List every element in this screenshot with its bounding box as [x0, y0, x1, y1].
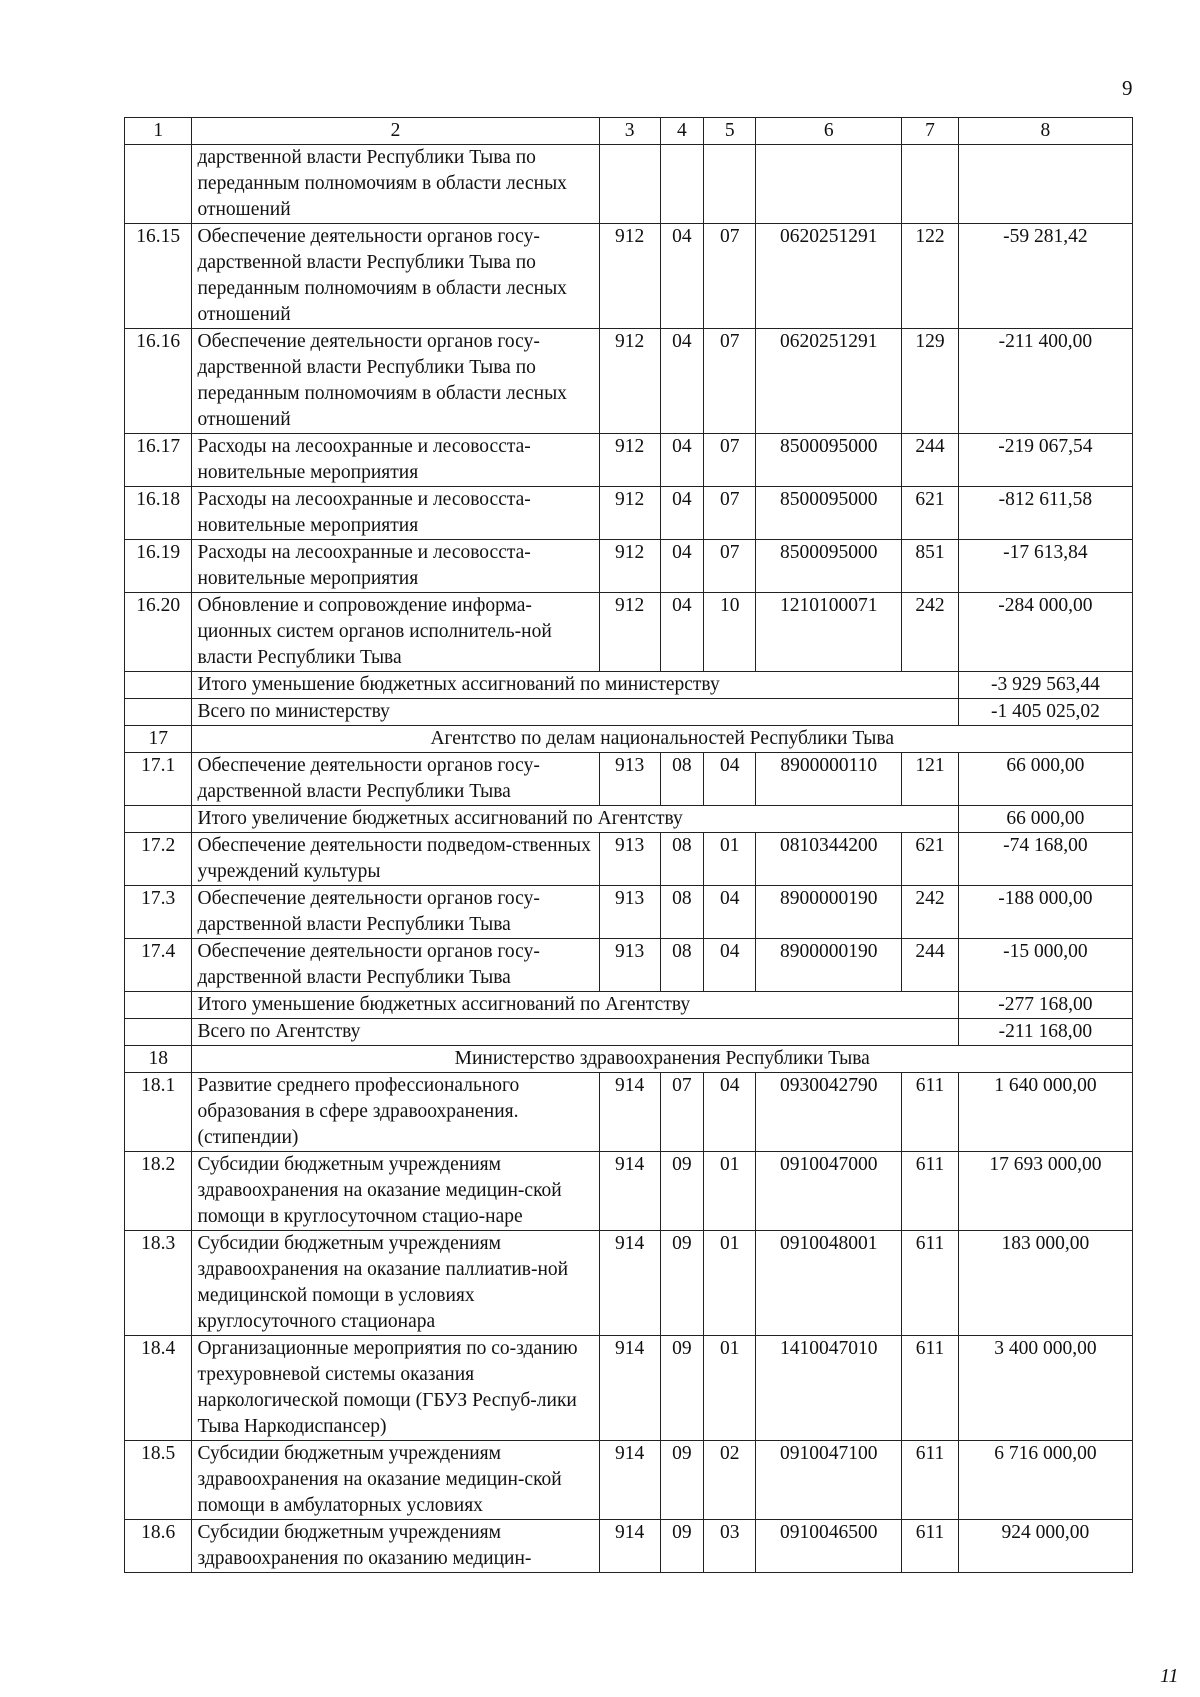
cell-col-6: 0910047100: [756, 1441, 902, 1520]
row-number: 16.16: [125, 329, 192, 434]
cell-col-6: 0910047000: [756, 1152, 902, 1231]
cell-col-5: 03: [704, 1520, 756, 1573]
row-description: Обеспечение деятельности подведом-ственных учреждений культуры: [192, 833, 599, 886]
row-description: Субсидии бюджетным учреждениям здравоохранения на оказание медицин-ской помощи в амбулаторных условиях: [192, 1441, 599, 1520]
section-title: Министерство здравоохранения Республики Тыва: [192, 1046, 1133, 1073]
row-number: 16.15: [125, 224, 192, 329]
table-row: [125, 487, 1133, 540]
column-header: 7: [902, 118, 959, 145]
total-row: [125, 1019, 1133, 1046]
cell-col-5: [704, 145, 756, 224]
column-header: 3: [599, 118, 660, 145]
cell-col-6: 0930042790: [756, 1073, 902, 1152]
cell-col-7: 244: [902, 434, 959, 487]
row-description: Организационные мероприятия по со-зданию трехуровневой системы оказания наркологической помощи (ГБУЗ Респуб-лики Тыва Наркодиспансер): [192, 1336, 599, 1441]
row-number: [125, 1019, 192, 1046]
table-row: [125, 1441, 1133, 1520]
row-amount: -284 000,00: [958, 593, 1132, 672]
cell-col-7: 611: [902, 1520, 959, 1573]
corner-mark: 11: [1160, 1665, 1179, 1687]
table-row: [125, 939, 1133, 992]
cell-col-7: 242: [902, 593, 959, 672]
column-header: 8: [958, 118, 1132, 145]
cell-col-4: 04: [660, 224, 704, 329]
row-number: [125, 992, 192, 1019]
cell-col-4: 09: [660, 1520, 704, 1573]
row-description: Расходы на лесоохранные и лесовосста-новительные мероприятия: [192, 487, 599, 540]
row-amount: 17 693 000,00: [958, 1152, 1132, 1231]
table-body: [125, 145, 1133, 1573]
cell-col-6: 0910048001: [756, 1231, 902, 1336]
cell-col-4: 08: [660, 886, 704, 939]
table-row: [125, 886, 1133, 939]
cell-col-3: 912: [599, 434, 660, 487]
section-header-row: [125, 1046, 1133, 1073]
cell-col-4: 04: [660, 593, 704, 672]
total-row: [125, 699, 1133, 726]
cell-col-7: 129: [902, 329, 959, 434]
total-amount: -211 168,00: [958, 1019, 1132, 1046]
table-row: [125, 1231, 1133, 1336]
cell-col-4: 04: [660, 487, 704, 540]
cell-col-3: 912: [599, 329, 660, 434]
cell-col-4: 04: [660, 434, 704, 487]
row-amount: -188 000,00: [958, 886, 1132, 939]
row-amount: 6 716 000,00: [958, 1441, 1132, 1520]
cell-col-7: [902, 145, 959, 224]
row-number: 17.2: [125, 833, 192, 886]
cell-col-5: 01: [704, 1336, 756, 1441]
cell-col-3: 914: [599, 1073, 660, 1152]
cell-col-4: 08: [660, 753, 704, 806]
row-number: 16.20: [125, 593, 192, 672]
total-label: Итого увеличение бюджетных ассигнований по Агентству: [192, 806, 958, 833]
cell-col-6: 8900000190: [756, 886, 902, 939]
cell-col-5: 01: [704, 833, 756, 886]
section-header-row: [125, 726, 1133, 753]
section-number: 17: [125, 726, 192, 753]
cell-col-5: 10: [704, 593, 756, 672]
cell-col-4: 09: [660, 1441, 704, 1520]
table-row: [125, 1336, 1133, 1441]
row-number: 18.5: [125, 1441, 192, 1520]
cell-col-5: 07: [704, 487, 756, 540]
cell-col-6: 8900000110: [756, 753, 902, 806]
row-description: Обеспечение деятельности органов госу-дарственной власти Республики Тыва: [192, 939, 599, 992]
section-number: 18: [125, 1046, 192, 1073]
table-row: [125, 145, 1133, 224]
row-description: Расходы на лесоохранные и лесовосста-новительные мероприятия: [192, 434, 599, 487]
row-description: дарственной власти Республики Тыва по переданным полномочиям в области лесных отношений: [192, 145, 599, 224]
row-number: 18.4: [125, 1336, 192, 1441]
total-amount: 66 000,00: [958, 806, 1132, 833]
column-header: 2: [192, 118, 599, 145]
cell-col-5: 04: [704, 1073, 756, 1152]
total-amount: -277 168,00: [958, 992, 1132, 1019]
row-amount: 66 000,00: [958, 753, 1132, 806]
cell-col-3: [599, 145, 660, 224]
cell-col-6: 1410047010: [756, 1336, 902, 1441]
row-amount: -15 000,00: [958, 939, 1132, 992]
cell-col-5: 04: [704, 886, 756, 939]
row-amount: 924 000,00: [958, 1520, 1132, 1573]
cell-col-3: 913: [599, 753, 660, 806]
cell-col-6: 8500095000: [756, 487, 902, 540]
row-description: Субсидии бюджетным учреждениям здравоохранения на оказание паллиатив-ной медицинской помощи в условиях круглосуточного стационара: [192, 1231, 599, 1336]
column-header: 5: [704, 118, 756, 145]
row-number: 16.19: [125, 540, 192, 593]
cell-col-6: 0810344200: [756, 833, 902, 886]
row-amount: 1 640 000,00: [958, 1073, 1132, 1152]
total-row: [125, 672, 1133, 699]
cell-col-3: 914: [599, 1520, 660, 1573]
row-description: Обеспечение деятельности органов госу-дарственной власти Республики Тыва по переданным полномочиям в области лесных отношений: [192, 329, 599, 434]
cell-col-7: 611: [902, 1073, 959, 1152]
row-description: Обеспечение деятельности органов госу-дарственной власти Республики Тыва: [192, 753, 599, 806]
cell-col-7: 611: [902, 1441, 959, 1520]
total-amount: -1 405 025,02: [958, 699, 1132, 726]
cell-col-4: 09: [660, 1152, 704, 1231]
cell-col-3: 912: [599, 224, 660, 329]
cell-col-7: 611: [902, 1152, 959, 1231]
table-row: [125, 1073, 1133, 1152]
cell-col-3: 912: [599, 593, 660, 672]
table-row: [125, 1520, 1133, 1573]
row-amount: [958, 145, 1132, 224]
row-description: Субсидии бюджетным учреждениям здравоохранения по оказанию медицин-: [192, 1520, 599, 1573]
page-number: 9: [1122, 76, 1133, 100]
total-label: Всего по министерству: [192, 699, 958, 726]
cell-col-3: 912: [599, 487, 660, 540]
row-amount: 3 400 000,00: [958, 1336, 1132, 1441]
total-label: Итого уменьшение бюджетных ассигнований по Агентству: [192, 992, 958, 1019]
cell-col-6: 1210100071: [756, 593, 902, 672]
cell-col-4: 04: [660, 329, 704, 434]
row-number: 17.3: [125, 886, 192, 939]
table-row: [125, 224, 1133, 329]
cell-col-5: 07: [704, 224, 756, 329]
cell-col-7: 242: [902, 886, 959, 939]
row-amount: -17 613,84: [958, 540, 1132, 593]
row-number: 18.1: [125, 1073, 192, 1152]
cell-col-6: 0620251291: [756, 329, 902, 434]
cell-col-6: 0910046500: [756, 1520, 902, 1573]
section-title: Агентство по делам национальностей Республики Тыва: [192, 726, 1133, 753]
total-label: Всего по Агентству: [192, 1019, 958, 1046]
cell-col-7: 611: [902, 1336, 959, 1441]
cell-col-7: 621: [902, 487, 959, 540]
row-amount: -59 281,42: [958, 224, 1132, 329]
column-header-row: [125, 118, 1133, 145]
cell-col-3: 913: [599, 833, 660, 886]
cell-col-7: 121: [902, 753, 959, 806]
table-row: [125, 833, 1133, 886]
row-amount: 183 000,00: [958, 1231, 1132, 1336]
cell-col-5: 07: [704, 540, 756, 593]
cell-col-6: 8900000190: [756, 939, 902, 992]
cell-col-3: 914: [599, 1336, 660, 1441]
row-number: 18.3: [125, 1231, 192, 1336]
table-row: [125, 753, 1133, 806]
table-row: [125, 1152, 1133, 1231]
cell-col-7: 611: [902, 1231, 959, 1336]
cell-col-4: 09: [660, 1336, 704, 1441]
cell-col-7: 621: [902, 833, 959, 886]
cell-col-4: 08: [660, 939, 704, 992]
total-row: [125, 806, 1133, 833]
row-number: 18.6: [125, 1520, 192, 1573]
total-row: [125, 992, 1133, 1019]
cell-col-5: 07: [704, 434, 756, 487]
column-header: 1: [125, 118, 192, 145]
row-number: 16.17: [125, 434, 192, 487]
total-amount: -3 929 563,44: [958, 672, 1132, 699]
row-description: Развитие среднего профессионального образования в сфере здравоохранения. (стипендии): [192, 1073, 599, 1152]
row-description: Обеспечение деятельности органов госу-дарственной власти Республики Тыва: [192, 886, 599, 939]
cell-col-4: 07: [660, 1073, 704, 1152]
cell-col-7: 122: [902, 224, 959, 329]
cell-col-6: 8500095000: [756, 540, 902, 593]
column-header: 6: [756, 118, 902, 145]
cell-col-3: 914: [599, 1231, 660, 1336]
cell-col-5: 04: [704, 753, 756, 806]
column-header: 4: [660, 118, 704, 145]
cell-col-4: 04: [660, 540, 704, 593]
row-amount: -812 611,58: [958, 487, 1132, 540]
row-description: Обеспечение деятельности органов госу-дарственной власти Республики Тыва по переданным полномочиям в области лесных отношений: [192, 224, 599, 329]
row-amount: -74 168,00: [958, 833, 1132, 886]
cell-col-3: 913: [599, 886, 660, 939]
row-description: Субсидии бюджетным учреждениям здравоохранения на оказание медицин-ской помощи в круглосуточном стацио-наре: [192, 1152, 599, 1231]
row-description: Обновление и сопровождение информа-ционных систем органов исполнитель-ной власти Республики Тыва: [192, 593, 599, 672]
cell-col-3: 914: [599, 1152, 660, 1231]
cell-col-6: 8500095000: [756, 434, 902, 487]
row-number: [125, 145, 192, 224]
cell-col-4: [660, 145, 704, 224]
cell-col-6: [756, 145, 902, 224]
cell-col-7: 851: [902, 540, 959, 593]
budget-table: [124, 117, 1133, 1573]
cell-col-4: 08: [660, 833, 704, 886]
cell-col-3: 913: [599, 939, 660, 992]
row-number: 16.18: [125, 487, 192, 540]
row-amount: -219 067,54: [958, 434, 1132, 487]
cell-col-5: 02: [704, 1441, 756, 1520]
cell-col-7: 244: [902, 939, 959, 992]
table-row: [125, 540, 1133, 593]
row-number: 18.2: [125, 1152, 192, 1231]
table-row: [125, 434, 1133, 487]
cell-col-5: 01: [704, 1231, 756, 1336]
cell-col-5: 04: [704, 939, 756, 992]
cell-col-3: 914: [599, 1441, 660, 1520]
row-number: [125, 672, 192, 699]
table-row: [125, 593, 1133, 672]
row-number: [125, 806, 192, 833]
cell-col-3: 912: [599, 540, 660, 593]
row-number: 17.1: [125, 753, 192, 806]
cell-col-4: 09: [660, 1231, 704, 1336]
total-label: Итого уменьшение бюджетных ассигнований по министерству: [192, 672, 958, 699]
row-description: Расходы на лесоохранные и лесовосста-новительные мероприятия: [192, 540, 599, 593]
cell-col-5: 07: [704, 329, 756, 434]
table-row: [125, 329, 1133, 434]
cell-col-6: 0620251291: [756, 224, 902, 329]
cell-col-5: 01: [704, 1152, 756, 1231]
row-amount: -211 400,00: [958, 329, 1132, 434]
row-number: 17.4: [125, 939, 192, 992]
row-number: [125, 699, 192, 726]
